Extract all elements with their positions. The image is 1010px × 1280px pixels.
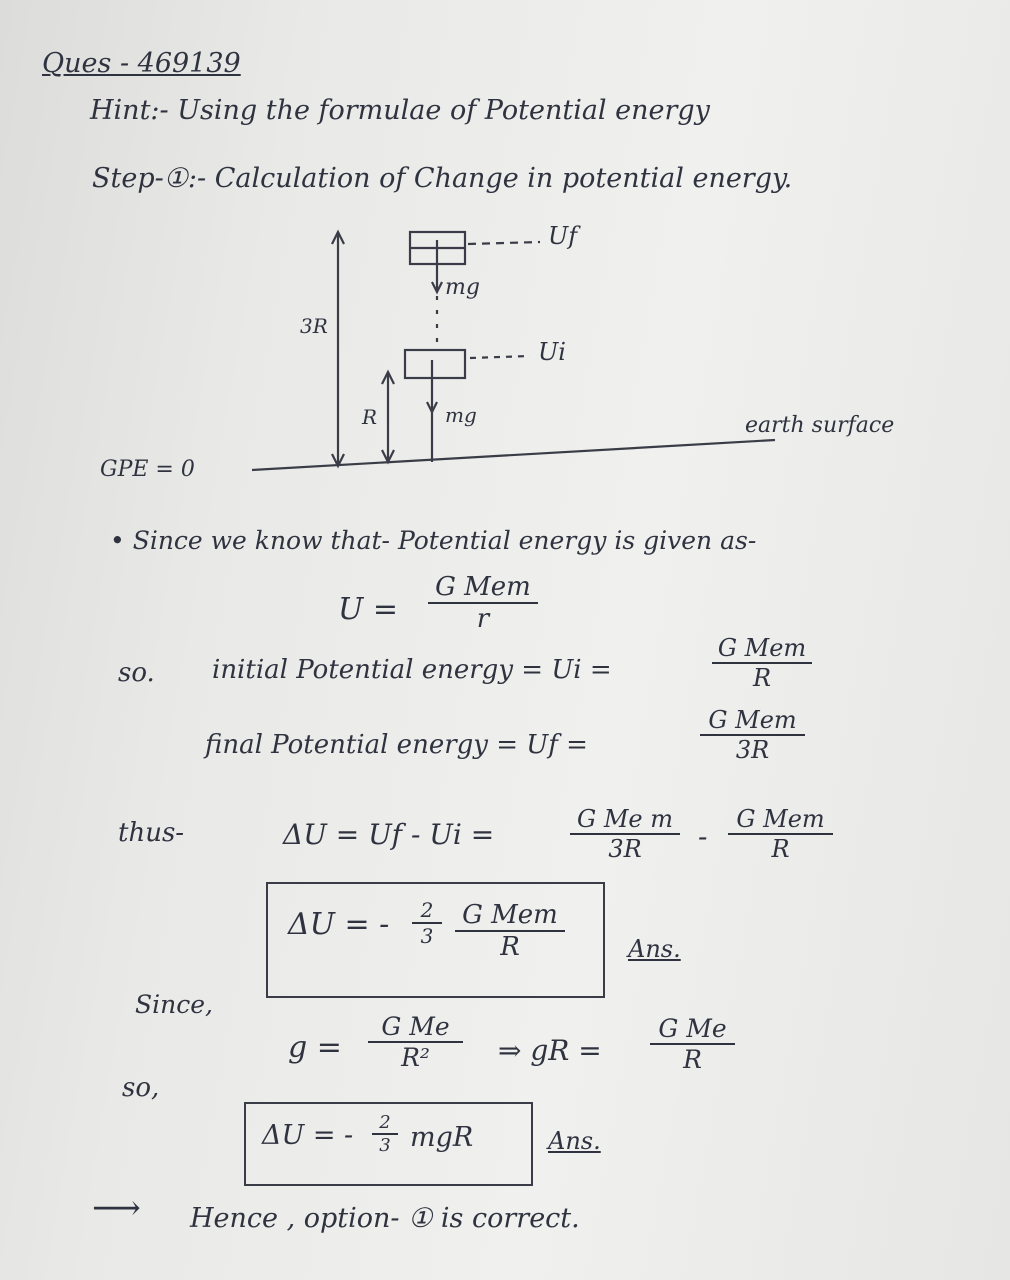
since-label: Since, bbox=[135, 990, 213, 1019]
delta-u-denominator-1: 3R bbox=[608, 835, 642, 863]
g-equals: g = bbox=[288, 1030, 342, 1065]
initial-pe-line: initial Potential energy = Ui = bbox=[212, 655, 612, 685]
gpe-label: GPE = 0 bbox=[100, 457, 195, 482]
step-heading: Step-①:- Calculation of Change in potential energy. bbox=[92, 163, 793, 194]
r-label: R bbox=[362, 405, 378, 429]
mg-top-label: mg bbox=[445, 275, 480, 300]
delta-u-numerator-1: G Me m bbox=[570, 805, 680, 835]
initial-pe-denominator: R bbox=[752, 664, 772, 692]
block-initial bbox=[405, 350, 465, 378]
g-denominator: R² bbox=[401, 1043, 430, 1072]
delta-u-denominator-2: R bbox=[771, 835, 790, 863]
hint-line: Hint:- Using the formulae of Potential energy bbox=[90, 95, 710, 126]
3r-label: 3R bbox=[300, 314, 328, 338]
box1-lhs: ΔU = - bbox=[288, 907, 390, 942]
box2-rhs: mgR bbox=[410, 1122, 474, 1153]
since-we-know-line: • Since we know that- Potential energy is given as- bbox=[110, 526, 757, 555]
box2-coefficient bbox=[372, 1112, 398, 1156]
g-numerator: G Me bbox=[368, 1012, 463, 1043]
question-id: Ques - 469139 bbox=[42, 48, 241, 79]
gr-fraction bbox=[650, 1014, 735, 1074]
box2-coefficient-numerator: 2 bbox=[372, 1112, 398, 1135]
box1-numerator: G Mem bbox=[455, 900, 565, 932]
delta-u-fraction-1 bbox=[570, 805, 680, 863]
earth-surface-line bbox=[252, 440, 775, 470]
final-pe-denominator: 3R bbox=[735, 736, 770, 764]
box1-denominator: R bbox=[500, 932, 520, 962]
delta-u-numerator-2: G Mem bbox=[728, 805, 833, 835]
final-pe-numerator: G Mem bbox=[700, 706, 805, 736]
final-pe-fraction bbox=[700, 706, 805, 764]
box1-fraction bbox=[455, 900, 565, 962]
g-fraction bbox=[368, 1012, 463, 1072]
gr-equals: ⇒ gR = bbox=[498, 1034, 602, 1067]
thus-label: thus- bbox=[118, 818, 185, 848]
earth-surface-label: earth surface bbox=[745, 413, 895, 438]
ans-label-2: Ans. bbox=[548, 1127, 601, 1155]
box1-coefficient-denominator: 3 bbox=[420, 924, 434, 948]
so-label-1: so. bbox=[118, 658, 155, 688]
ui-label: Ui bbox=[538, 338, 566, 366]
delta-u-equation: ΔU = Uf - Ui = bbox=[283, 818, 495, 851]
delta-u-fraction-2 bbox=[728, 805, 833, 863]
gr-denominator: R bbox=[683, 1045, 702, 1074]
minus-sign: - bbox=[698, 820, 708, 853]
mg-bottom-label: mg bbox=[445, 403, 477, 427]
u-equals: U = bbox=[338, 592, 398, 627]
box1-coefficient-numerator: 2 bbox=[412, 898, 442, 924]
ans-label-1: Ans. bbox=[628, 935, 681, 963]
final-pe-line: final Potential energy = Uf = bbox=[205, 730, 588, 760]
u-denominator: r bbox=[476, 604, 490, 634]
u-numerator: G Mem bbox=[428, 572, 538, 604]
initial-pe-numerator: G Mem bbox=[712, 634, 812, 664]
box2-coefficient-denominator: 3 bbox=[379, 1135, 391, 1156]
gr-numerator: G Me bbox=[650, 1014, 735, 1045]
conclusion-line: Hence , option- ① is correct. bbox=[190, 1203, 580, 1234]
uf-label: Uf bbox=[548, 222, 578, 250]
u-fraction bbox=[428, 572, 538, 634]
so-label-2: so, bbox=[122, 1073, 160, 1103]
arrow-glyph: ⟶ bbox=[92, 1188, 141, 1228]
box2-lhs: ΔU = - bbox=[262, 1120, 354, 1151]
initial-pe-fraction bbox=[712, 634, 812, 692]
box1-coefficient bbox=[412, 898, 442, 948]
